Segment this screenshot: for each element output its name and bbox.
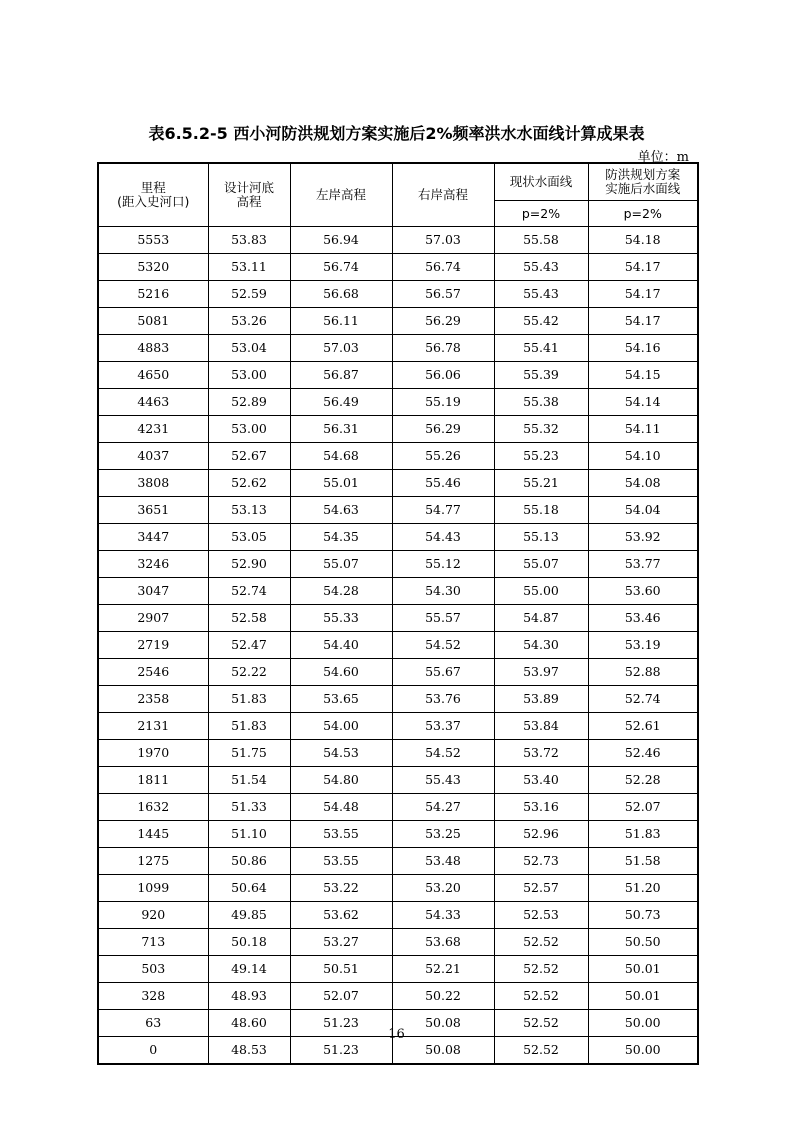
left-bank-cell: 56.74	[290, 254, 392, 281]
left-bank-cell: 56.87	[290, 362, 392, 389]
design-bed-cell: 53.00	[208, 362, 290, 389]
table-row	[98, 254, 698, 281]
plan-wl-cell: 50.50	[588, 929, 698, 956]
design-bed-cell: 51.83	[208, 713, 290, 740]
plan-wl-cell: 54.08	[588, 470, 698, 497]
left-bank-cell: 53.62	[290, 902, 392, 929]
current-wl-cell: 52.52	[494, 983, 588, 1010]
right-bank-cell: 55.67	[392, 659, 494, 686]
mileage-cell: 2907	[98, 605, 208, 632]
left-bank-cell: 50.51	[290, 956, 392, 983]
design-bed-cell: 51.83	[208, 686, 290, 713]
current-wl-cell: 55.38	[494, 389, 588, 416]
table-row	[98, 767, 698, 794]
mileage-cell: 3447	[98, 524, 208, 551]
table-row	[98, 875, 698, 902]
current-wl-cell: 55.43	[494, 254, 588, 281]
current-wl-cell: 55.13	[494, 524, 588, 551]
right-bank-cell: 52.21	[392, 956, 494, 983]
mileage-cell: 2358	[98, 686, 208, 713]
plan-wl-cell: 51.58	[588, 848, 698, 875]
mileage-cell: 2719	[98, 632, 208, 659]
design-bed-cell: 53.11	[208, 254, 290, 281]
header-mileage	[98, 163, 208, 227]
header-plan-wl	[588, 163, 698, 201]
header-current-wl: 现状水面线	[494, 163, 588, 201]
table-row	[98, 821, 698, 848]
table-row	[98, 632, 698, 659]
design-bed-cell: 53.83	[208, 227, 290, 254]
plan-wl-cell: 54.14	[588, 389, 698, 416]
current-wl-cell: 55.32	[494, 416, 588, 443]
left-bank-cell: 54.28	[290, 578, 392, 605]
current-wl-cell: 55.07	[494, 551, 588, 578]
design-bed-cell: 52.58	[208, 605, 290, 632]
mileage-cell: 503	[98, 956, 208, 983]
plan-wl-cell: 53.77	[588, 551, 698, 578]
design-bed-cell: 53.00	[208, 416, 290, 443]
design-bed-cell: 48.93	[208, 983, 290, 1010]
plan-wl-cell: 50.73	[588, 902, 698, 929]
table-row	[98, 713, 698, 740]
table-row	[98, 983, 698, 1010]
right-bank-cell: 54.43	[392, 524, 494, 551]
right-bank-cell: 55.26	[392, 443, 494, 470]
design-bed-cell: 51.54	[208, 767, 290, 794]
mileage-cell: 2546	[98, 659, 208, 686]
left-bank-cell: 52.07	[290, 983, 392, 1010]
left-bank-cell: 54.63	[290, 497, 392, 524]
right-bank-cell: 53.37	[392, 713, 494, 740]
current-wl-cell: 52.73	[494, 848, 588, 875]
design-bed-cell: 51.10	[208, 821, 290, 848]
left-bank-cell: 54.80	[290, 767, 392, 794]
table-row	[98, 659, 698, 686]
mileage-cell: 1275	[98, 848, 208, 875]
design-bed-cell: 51.33	[208, 794, 290, 821]
design-bed-cell: 52.22	[208, 659, 290, 686]
table-row	[98, 578, 698, 605]
right-bank-cell: 50.08	[392, 1010, 494, 1037]
header-mileage-sub: (距入史河口)	[117, 194, 190, 209]
plan-wl-cell: 54.11	[588, 416, 698, 443]
design-bed-cell: 50.64	[208, 875, 290, 902]
table-row	[98, 902, 698, 929]
current-wl-cell: 52.57	[494, 875, 588, 902]
table-row	[98, 524, 698, 551]
header-right-bank: 右岸高程	[392, 163, 494, 227]
design-bed-cell: 53.04	[208, 335, 290, 362]
mileage-cell: 1970	[98, 740, 208, 767]
left-bank-cell: 53.22	[290, 875, 392, 902]
mileage-cell: 5320	[98, 254, 208, 281]
current-wl-cell: 55.43	[494, 281, 588, 308]
current-wl-cell: 55.41	[494, 335, 588, 362]
plan-wl-cell: 54.10	[588, 443, 698, 470]
left-bank-cell: 55.33	[290, 605, 392, 632]
left-bank-cell: 54.00	[290, 713, 392, 740]
table-row	[98, 362, 698, 389]
design-bed-cell: 53.13	[208, 497, 290, 524]
left-bank-cell: 54.60	[290, 659, 392, 686]
mileage-cell: 920	[98, 902, 208, 929]
right-bank-cell: 53.48	[392, 848, 494, 875]
left-bank-cell: 56.11	[290, 308, 392, 335]
left-bank-cell: 56.49	[290, 389, 392, 416]
left-bank-cell: 53.55	[290, 821, 392, 848]
left-bank-cell: 53.65	[290, 686, 392, 713]
header-design-bed-sub: 高程	[236, 194, 262, 209]
mileage-cell: 4650	[98, 362, 208, 389]
right-bank-cell: 53.20	[392, 875, 494, 902]
header-plan-wl-label: 防洪规划方案	[605, 167, 681, 182]
design-bed-cell: 48.53	[208, 1037, 290, 1065]
plan-wl-cell: 53.92	[588, 524, 698, 551]
design-bed-cell: 52.90	[208, 551, 290, 578]
plan-wl-cell: 54.17	[588, 254, 698, 281]
mileage-cell: 2131	[98, 713, 208, 740]
design-bed-cell: 53.05	[208, 524, 290, 551]
plan-wl-cell: 54.18	[588, 227, 698, 254]
design-bed-cell: 52.62	[208, 470, 290, 497]
right-bank-cell: 56.29	[392, 416, 494, 443]
right-bank-cell: 50.22	[392, 983, 494, 1010]
current-wl-cell: 52.96	[494, 821, 588, 848]
plan-wl-cell: 54.15	[588, 362, 698, 389]
plan-wl-cell: 50.01	[588, 956, 698, 983]
mileage-cell: 3808	[98, 470, 208, 497]
current-wl-cell: 53.89	[494, 686, 588, 713]
table-row	[98, 416, 698, 443]
left-bank-cell: 54.68	[290, 443, 392, 470]
right-bank-cell: 55.43	[392, 767, 494, 794]
right-bank-cell: 56.57	[392, 281, 494, 308]
right-bank-cell: 53.76	[392, 686, 494, 713]
left-bank-cell: 54.35	[290, 524, 392, 551]
left-bank-cell: 57.03	[290, 335, 392, 362]
table-row	[98, 389, 698, 416]
mileage-cell: 1632	[98, 794, 208, 821]
design-bed-cell: 49.85	[208, 902, 290, 929]
current-wl-cell: 55.00	[494, 578, 588, 605]
current-wl-cell: 54.30	[494, 632, 588, 659]
left-bank-cell: 54.40	[290, 632, 392, 659]
design-bed-cell: 52.89	[208, 389, 290, 416]
current-wl-cell: 52.52	[494, 1037, 588, 1065]
plan-wl-cell: 50.00	[588, 1037, 698, 1065]
right-bank-cell: 57.03	[392, 227, 494, 254]
right-bank-cell: 56.74	[392, 254, 494, 281]
plan-wl-cell: 51.20	[588, 875, 698, 902]
design-bed-cell: 53.26	[208, 308, 290, 335]
right-bank-cell: 54.33	[392, 902, 494, 929]
current-wl-cell: 53.40	[494, 767, 588, 794]
table-row	[98, 551, 698, 578]
header-plan-wl-sub: 实施后水面线	[605, 181, 681, 196]
table-body	[98, 227, 698, 1065]
header-mileage-label: 里程	[140, 180, 166, 195]
right-bank-cell: 56.29	[392, 308, 494, 335]
table-row	[98, 281, 698, 308]
right-bank-cell: 54.77	[392, 497, 494, 524]
mileage-cell: 1445	[98, 821, 208, 848]
right-bank-cell: 54.30	[392, 578, 494, 605]
table-row	[98, 794, 698, 821]
plan-wl-cell: 53.46	[588, 605, 698, 632]
table-row	[98, 308, 698, 335]
table-row	[98, 848, 698, 875]
table-row	[98, 470, 698, 497]
left-bank-cell: 54.53	[290, 740, 392, 767]
table-row	[98, 740, 698, 767]
mileage-cell: 0	[98, 1037, 208, 1065]
right-bank-cell: 53.25	[392, 821, 494, 848]
plan-wl-cell: 52.07	[588, 794, 698, 821]
header-design-bed-label: 设计河底	[223, 180, 274, 195]
current-wl-cell: 55.42	[494, 308, 588, 335]
table-row	[98, 227, 698, 254]
left-bank-cell: 55.07	[290, 551, 392, 578]
design-bed-cell: 50.86	[208, 848, 290, 875]
current-wl-cell: 52.52	[494, 956, 588, 983]
current-wl-cell: 55.58	[494, 227, 588, 254]
left-bank-cell: 55.01	[290, 470, 392, 497]
mileage-cell: 1099	[98, 875, 208, 902]
plan-wl-cell: 51.83	[588, 821, 698, 848]
design-bed-cell: 51.75	[208, 740, 290, 767]
header-current-p: p=2%	[494, 201, 588, 227]
table-row	[98, 929, 698, 956]
table-row	[98, 605, 698, 632]
design-bed-cell: 48.60	[208, 1010, 290, 1037]
table-row	[98, 956, 698, 983]
right-bank-cell: 54.27	[392, 794, 494, 821]
right-bank-cell: 56.78	[392, 335, 494, 362]
table-row	[98, 686, 698, 713]
right-bank-cell: 50.08	[392, 1037, 494, 1065]
table-row	[98, 335, 698, 362]
plan-wl-cell: 54.17	[588, 308, 698, 335]
plan-wl-cell: 50.00	[588, 1010, 698, 1037]
plan-wl-cell: 52.28	[588, 767, 698, 794]
design-bed-cell: 52.74	[208, 578, 290, 605]
current-wl-cell: 53.16	[494, 794, 588, 821]
plan-wl-cell: 52.46	[588, 740, 698, 767]
plan-wl-cell: 52.88	[588, 659, 698, 686]
water-surface-table	[97, 162, 699, 1065]
mileage-cell: 3651	[98, 497, 208, 524]
mileage-cell: 1811	[98, 767, 208, 794]
design-bed-cell: 50.18	[208, 929, 290, 956]
mileage-cell: 5553	[98, 227, 208, 254]
design-bed-cell: 52.67	[208, 443, 290, 470]
header-design-bed	[208, 163, 290, 227]
left-bank-cell: 56.31	[290, 416, 392, 443]
current-wl-cell: 53.72	[494, 740, 588, 767]
right-bank-cell: 55.19	[392, 389, 494, 416]
header-left-bank: 左岸高程	[290, 163, 392, 227]
right-bank-cell: 54.52	[392, 740, 494, 767]
right-bank-cell: 55.46	[392, 470, 494, 497]
table-row	[98, 443, 698, 470]
mileage-cell: 4883	[98, 335, 208, 362]
mileage-cell: 5216	[98, 281, 208, 308]
left-bank-cell: 56.94	[290, 227, 392, 254]
right-bank-cell: 56.06	[392, 362, 494, 389]
current-wl-cell: 55.23	[494, 443, 588, 470]
right-bank-cell: 55.12	[392, 551, 494, 578]
mileage-cell: 328	[98, 983, 208, 1010]
table-row	[98, 497, 698, 524]
mileage-cell: 4037	[98, 443, 208, 470]
table-title: 表6.5.2-5 西小河防洪规划方案实施后2%频率洪水水面线计算成果表	[148, 124, 645, 143]
plan-wl-cell: 52.61	[588, 713, 698, 740]
current-wl-cell: 55.39	[494, 362, 588, 389]
design-bed-cell: 52.47	[208, 632, 290, 659]
design-bed-cell: 52.59	[208, 281, 290, 308]
current-wl-cell: 54.87	[494, 605, 588, 632]
current-wl-cell: 52.52	[494, 1010, 588, 1037]
plan-wl-cell: 50.01	[588, 983, 698, 1010]
mileage-cell: 63	[98, 1010, 208, 1037]
plan-wl-cell: 53.60	[588, 578, 698, 605]
mileage-cell: 3246	[98, 551, 208, 578]
mileage-cell: 4231	[98, 416, 208, 443]
current-wl-cell: 52.53	[494, 902, 588, 929]
current-wl-cell: 53.84	[494, 713, 588, 740]
header-plan-p: p=2%	[588, 201, 698, 227]
mileage-cell: 3047	[98, 578, 208, 605]
mileage-cell: 713	[98, 929, 208, 956]
plan-wl-cell: 54.17	[588, 281, 698, 308]
right-bank-cell: 55.57	[392, 605, 494, 632]
right-bank-cell: 53.68	[392, 929, 494, 956]
plan-wl-cell: 54.16	[588, 335, 698, 362]
plan-wl-cell: 54.04	[588, 497, 698, 524]
right-bank-cell: 54.52	[392, 632, 494, 659]
left-bank-cell: 51.23	[290, 1037, 392, 1065]
current-wl-cell: 55.18	[494, 497, 588, 524]
design-bed-cell: 49.14	[208, 956, 290, 983]
plan-wl-cell: 52.74	[588, 686, 698, 713]
page-number: 16	[388, 1027, 405, 1042]
current-wl-cell: 55.21	[494, 470, 588, 497]
left-bank-cell: 51.23	[290, 1010, 392, 1037]
mileage-cell: 5081	[98, 308, 208, 335]
current-wl-cell: 52.52	[494, 929, 588, 956]
plan-wl-cell: 53.19	[588, 632, 698, 659]
left-bank-cell: 53.27	[290, 929, 392, 956]
left-bank-cell: 56.68	[290, 281, 392, 308]
mileage-cell: 4463	[98, 389, 208, 416]
unit-label: 单位：m	[637, 150, 689, 165]
current-wl-cell: 53.97	[494, 659, 588, 686]
left-bank-cell: 54.48	[290, 794, 392, 821]
left-bank-cell: 53.55	[290, 848, 392, 875]
